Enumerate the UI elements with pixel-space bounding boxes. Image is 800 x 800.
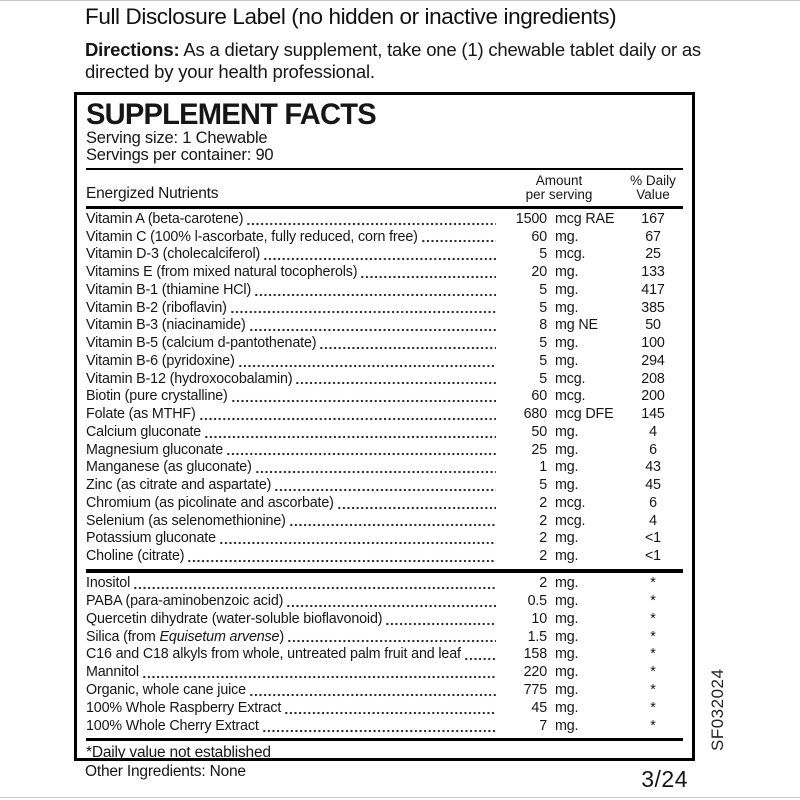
page-number: 3/24 [641, 766, 688, 792]
amount-value: 2 [539, 530, 547, 547]
amount-value: 5 [539, 299, 547, 316]
nutrient-rows-main [86, 211, 683, 566]
amount-value: 60 [531, 228, 547, 245]
nutrient-row [86, 335, 683, 353]
dotted-leader [255, 470, 496, 474]
column-header-amount: Amount per serving [525, 173, 593, 203]
nutrient-name: Folate (as MTHF) [86, 406, 196, 423]
nutrient-row [86, 300, 683, 318]
nutrient-name: Vitamin B-12 (hydroxocobalamin) [86, 370, 293, 387]
section-divider [86, 569, 683, 573]
daily-value: * [650, 610, 656, 627]
dotted-leader [246, 222, 496, 226]
daily-value: 43 [645, 459, 661, 476]
dotted-leader [238, 364, 496, 368]
daily-value: 67 [645, 228, 661, 245]
daily-value: 200 [641, 388, 665, 405]
amount-unit: mg. [555, 548, 579, 565]
nutrient-name: 100% Whole Cherry Extract [86, 718, 259, 734]
amount-unit: mg. [555, 423, 579, 440]
nutrient-name: Vitamin B-3 (niacinamide) [86, 317, 246, 334]
amount-unit: mg. [555, 574, 579, 591]
amount-value: 2 [539, 574, 547, 591]
amount-value: 220 [523, 664, 547, 681]
amount-value: 5 [539, 370, 547, 387]
nutrient-row [86, 548, 683, 566]
page-edge-top [0, 0, 800, 1]
nutrient-name: Vitamin D-3 (cholecalciferol) [86, 246, 261, 263]
daily-value: 385 [641, 299, 665, 316]
nutrient-name: 100% Whole Raspberry Extract [86, 700, 282, 717]
dotted-leader [284, 711, 496, 715]
page-title: Full Disclosure Label (no hidden or inactive ingredients) [85, 4, 617, 29]
amount-unit: mg. [555, 646, 579, 663]
daily-value: 4 [649, 512, 657, 529]
nutrient-row [86, 371, 683, 389]
amount-unit: mg. [555, 610, 579, 627]
nutrient-row [86, 718, 683, 736]
amount-value: 8 [539, 317, 547, 334]
amount-value: 0.5 [527, 592, 547, 609]
daily-value: 4 [649, 423, 657, 440]
dotted-leader [204, 435, 496, 439]
amount-unit: mg. [555, 664, 579, 681]
nutrient-name: Chromium (as picolinate and ascorbate) [86, 494, 334, 511]
dotted-leader [249, 693, 496, 697]
nutrient-row [86, 646, 683, 664]
column-header-row [86, 170, 683, 209]
daily-value: * [650, 664, 656, 681]
amount-unit: mg. [555, 530, 579, 547]
daily-value: * [650, 700, 656, 717]
nutrient-name: Choline (citrate) [86, 548, 185, 565]
amount-unit: mcg. [555, 246, 586, 263]
amount-unit: mg. [555, 628, 579, 645]
directions-label: Directions: [85, 39, 180, 60]
amount-unit: mg. [555, 477, 579, 494]
amount-unit: mg. [555, 281, 579, 298]
nutrient-name: Mannitol [86, 664, 139, 681]
dotted-leader [230, 310, 496, 314]
daily-value: 6 [649, 494, 657, 511]
dotted-leader [295, 381, 496, 385]
nutrient-row [86, 317, 683, 335]
nutrient-name: Vitamin B-6 (pyridoxine) [86, 352, 235, 369]
nutrient-row [86, 700, 683, 718]
nutrient-name: Potassium gluconate [86, 530, 216, 547]
amount-unit: mg. [555, 335, 579, 352]
column-header-daily-value: % Daily Value [630, 173, 676, 203]
daily-value: 6 [649, 441, 657, 458]
amount-value: 5 [539, 246, 547, 263]
amount-unit: mcg RAE [555, 210, 615, 227]
daily-value: 50 [645, 317, 661, 334]
directions-text [85, 39, 740, 83]
dotted-leader [263, 257, 496, 261]
amount-value: 7 [539, 718, 547, 734]
column-header-nutrients: Energized Nutrients [86, 184, 219, 202]
nutrient-name: Zinc (as citrate and aspartate) [86, 477, 272, 494]
nutrient-row [86, 682, 683, 700]
amount-value: 50 [531, 423, 547, 440]
nutrient-name: Calcium gluconate [86, 423, 202, 440]
supplement-facts-title: SUPPLEMENT FACTS [86, 98, 376, 131]
amount-unit: mg. [555, 682, 579, 699]
side-code: SF032024 [708, 668, 727, 751]
nutrient-name: C16 and C18 alkyls from whole, untreated palm fruit and leaf [86, 646, 461, 663]
dotted-leader [262, 729, 496, 733]
dotted-leader [142, 675, 496, 679]
daily-value: 45 [645, 477, 661, 494]
amount-unit: mcg. [555, 494, 586, 511]
nutrient-name: PABA (para-aminobenzoic acid) [86, 592, 284, 609]
nutrient-row [86, 246, 683, 264]
dotted-leader [360, 275, 496, 279]
nutrient-name: Magnesium gluconate [86, 441, 224, 458]
amount-unit: mcg. [555, 370, 586, 387]
nutrient-row [86, 282, 683, 300]
supplement-facts-panel [74, 92, 695, 761]
dotted-leader [187, 559, 496, 563]
amount-value: 5 [539, 352, 547, 369]
dotted-leader [133, 586, 496, 590]
amount-value: 680 [523, 406, 547, 423]
daily-value: 145 [641, 406, 665, 423]
dotted-leader [421, 239, 496, 243]
nutrient-name: Inositol [86, 574, 131, 591]
nutrient-name: Vitamin C (100% l-ascorbate, fully reduced, corn free) [86, 228, 418, 245]
nutrient-name: Manganese (as gluconate) [86, 459, 252, 476]
nutrient-row [86, 459, 683, 477]
dotted-leader [319, 346, 496, 350]
amount-value: 60 [531, 388, 547, 405]
dotted-leader [337, 506, 496, 510]
amount-value: 25 [531, 441, 547, 458]
nutrient-row [86, 477, 683, 495]
nutrient-name: Vitamin B-5 (calcium d-pantothenate) [86, 335, 317, 352]
directions-body: As a dietary supplement, take one (1) chewable tablet daily or as directed by your health professional. [85, 39, 701, 82]
nutrient-row [86, 406, 683, 424]
daily-value: 133 [641, 264, 665, 281]
daily-value: * [650, 628, 656, 645]
dotted-leader [226, 452, 496, 456]
amount-value: 10 [531, 610, 547, 627]
daily-value: * [650, 718, 656, 734]
amount-unit: mg. [555, 299, 579, 316]
daily-value: 294 [641, 352, 665, 369]
amount-value: 2 [539, 548, 547, 565]
dotted-leader [219, 541, 496, 545]
dotted-leader [231, 399, 496, 403]
nutrient-name: Vitamin A (beta-carotene) [86, 210, 244, 227]
nutrient-name: Vitamin B-2 (riboflavin) [86, 299, 227, 316]
nutrient-rows-other [86, 575, 683, 736]
nutrient-row [86, 229, 683, 247]
dotted-leader [385, 622, 496, 626]
amount-value: 45 [531, 700, 547, 717]
daily-value: * [650, 592, 656, 609]
daily-value: 100 [641, 335, 665, 352]
page-edge-bottom [0, 797, 800, 798]
nutrient-row [86, 664, 683, 682]
serving-size: Serving size: 1 Chewable [86, 129, 268, 147]
nutrient-row [86, 495, 683, 513]
nutrient-row [86, 611, 683, 629]
other-ingredients: Other Ingredients: None [85, 763, 246, 780]
dotted-leader [249, 328, 496, 332]
dotted-leader [289, 523, 496, 527]
daily-value: * [650, 682, 656, 699]
nutrient-name: Vitamins E (from mixed natural tocopherols) [86, 264, 358, 281]
nutrient-row [86, 629, 683, 647]
daily-value: * [650, 646, 656, 663]
dotted-leader [286, 604, 496, 608]
dotted-leader [287, 639, 496, 643]
amount-value: 5 [539, 335, 547, 352]
amount-unit: mg. [555, 459, 579, 476]
amount-value: 1.5 [527, 628, 547, 645]
nutrient-name: Organic, whole cane juice [86, 682, 246, 699]
amount-value: 775 [523, 682, 547, 699]
nutrient-name: Silica (from Equisetum arvense) [86, 628, 284, 645]
nutrient-row [86, 593, 683, 611]
daily-value: 208 [641, 370, 665, 387]
nutrient-row [86, 424, 683, 442]
nutrient-name: Quercetin dihydrate (water-soluble bioflavonoid) [86, 610, 383, 627]
amount-unit: mg. [555, 718, 579, 734]
amount-unit: mcg. [555, 512, 586, 529]
amount-value: 2 [539, 494, 547, 511]
daily-value: <1 [644, 530, 661, 547]
servings-per-container: Servings per container: 90 [86, 146, 274, 164]
nutrient-row [86, 513, 683, 531]
daily-value: * [650, 574, 656, 591]
daily-value: 25 [645, 246, 661, 263]
amount-value: 2 [539, 512, 547, 529]
nutrient-row [86, 442, 683, 460]
nutrient-row [86, 353, 683, 371]
amount-value: 5 [539, 281, 547, 298]
amount-unit: mg. [555, 264, 579, 281]
dotted-leader [464, 657, 496, 661]
dotted-leader [199, 417, 496, 421]
amount-value: 20 [531, 264, 547, 281]
amount-unit: mg. [555, 441, 579, 458]
amount-value: 1 [539, 459, 547, 476]
amount-value: 5 [539, 477, 547, 494]
amount-unit: mg. [555, 352, 579, 369]
daily-value: 417 [641, 281, 665, 298]
amount-value: 1500 [515, 210, 547, 227]
amount-unit: mg. [555, 700, 579, 717]
amount-unit: mg. [555, 592, 579, 609]
nutrient-row [86, 530, 683, 548]
amount-value: 158 [523, 646, 547, 663]
nutrient-name: Selenium (as selenomethionine) [86, 512, 286, 529]
serving-info [86, 130, 683, 170]
amount-unit: mg. [555, 228, 579, 245]
dotted-leader [254, 293, 496, 297]
daily-value-footnote: *Daily value not established [86, 743, 271, 761]
daily-value: 167 [641, 210, 665, 227]
nutrient-row [86, 211, 683, 229]
nutrient-row [86, 388, 683, 406]
nutrient-row [86, 264, 683, 282]
nutrient-name: Vitamin B-1 (thiamine HCl) [86, 281, 252, 298]
dotted-leader [274, 488, 496, 492]
nutrient-row [86, 575, 683, 593]
amount-unit: mg NE [555, 317, 598, 334]
daily-value: <1 [644, 548, 661, 565]
nutrient-name: Biotin (pure crystalline) [86, 388, 228, 405]
amount-unit: mcg. [555, 388, 586, 405]
amount-unit: mcg DFE [555, 406, 614, 423]
